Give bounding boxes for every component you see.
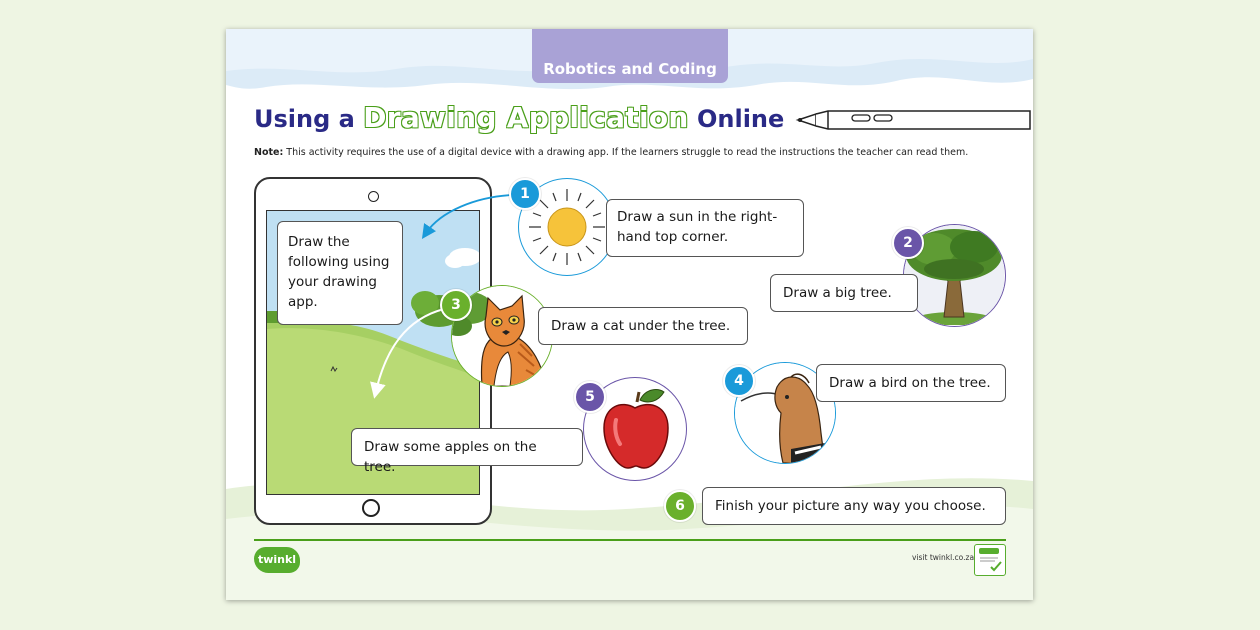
- arrow-to-sky: [426, 195, 512, 233]
- step-3-instruction: Draw a cat under the tree.: [538, 307, 748, 345]
- footer-divider: [254, 539, 1006, 541]
- quality-badge-icon: [974, 544, 1006, 576]
- tablet-instruction: Draw the following using your drawing app.: [277, 221, 403, 325]
- step-5-instruction: Draw some apples on the tree.: [351, 428, 583, 466]
- title-highlight: Drawing Application: [363, 101, 689, 134]
- step-3-number-text: 3: [451, 297, 461, 313]
- step-2-number-text: 2: [903, 235, 913, 251]
- step-3-number: [440, 289, 472, 321]
- step-1-number-text: 1: [520, 186, 530, 202]
- worksheet-page: [226, 29, 1033, 600]
- step-1-number: [509, 178, 541, 210]
- category-tag: Robotics and Coding: [532, 29, 728, 83]
- step-1-instruction: Draw a sun in the right-hand top corner.: [606, 199, 804, 257]
- footer-url: visit twinkl.co.za: [912, 553, 975, 562]
- arrow-to-grass: [376, 309, 444, 391]
- title-part1: Using a: [254, 105, 355, 133]
- step-4-number: [723, 365, 755, 397]
- step-5-number-text: 5: [585, 389, 595, 405]
- note-label: Note:: [254, 147, 284, 158]
- step-4-number-text: 4: [734, 373, 744, 389]
- step-6-number: [664, 490, 696, 522]
- step-2-number: [892, 227, 924, 259]
- step-6-number-text: 6: [675, 498, 685, 514]
- step-2-instruction: Draw a big tree.: [770, 274, 918, 312]
- step-6-instruction: Finish your picture any way you choose.: [702, 487, 1006, 525]
- title-part2: Online: [696, 105, 785, 133]
- twinkl-logo: twinkl: [254, 547, 300, 573]
- step-5-number: [574, 381, 606, 413]
- badge-check-icon: [975, 545, 1003, 573]
- note-body: This activity requires the use of a digital device with a drawing app. If the learners struggle to read the instructions the teacher can read them.: [283, 147, 969, 158]
- step-4-instruction: Draw a bird on the tree.: [816, 364, 1006, 402]
